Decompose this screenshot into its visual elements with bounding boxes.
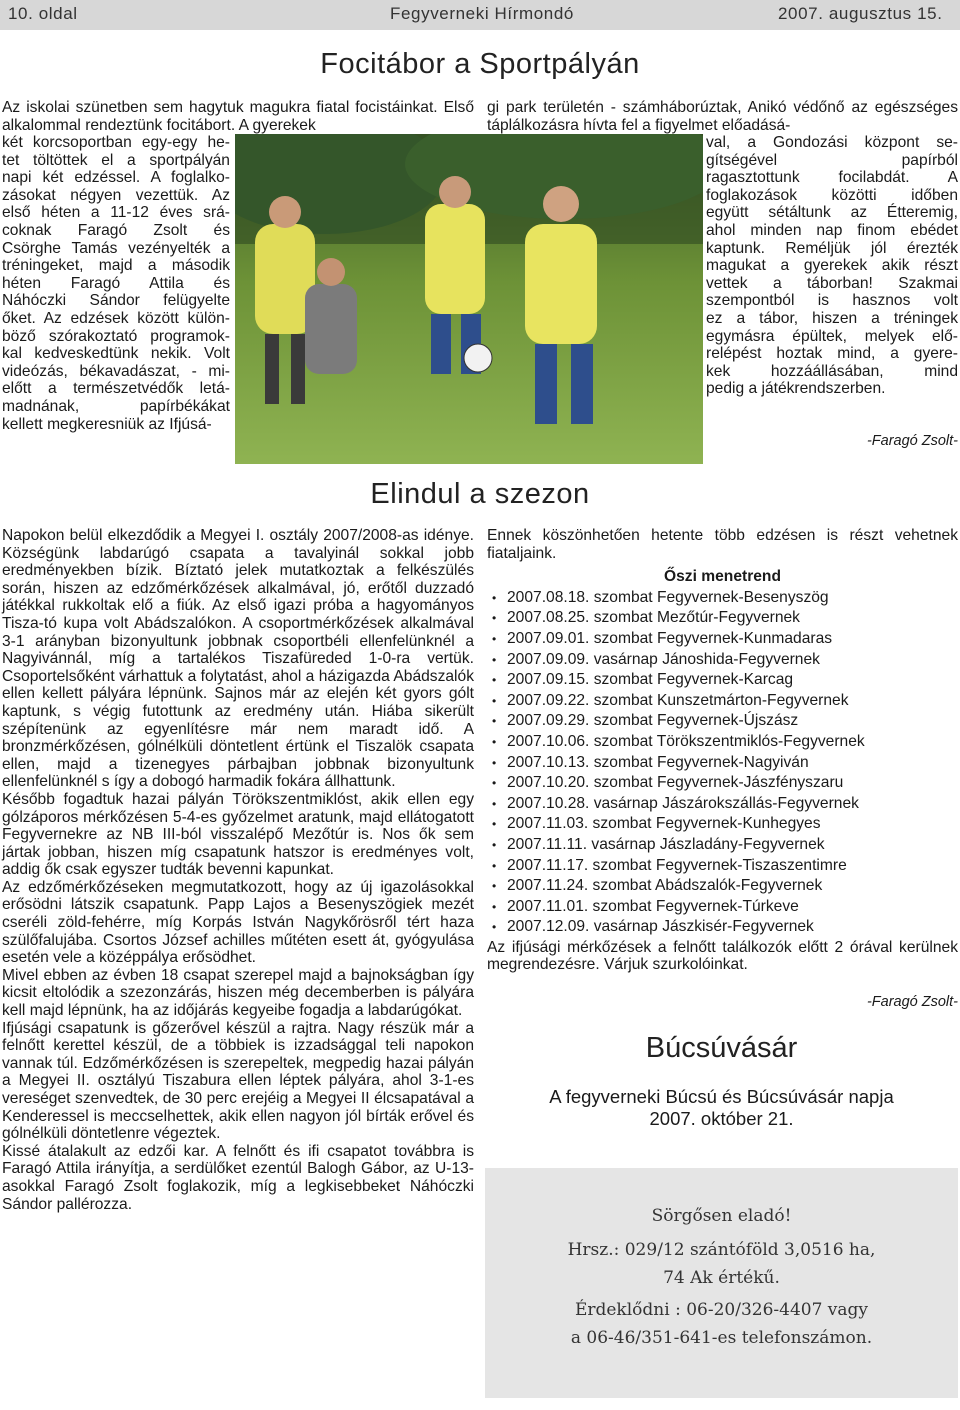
schedule-note: Az ifjúsági mérkőzések a felnőtt találkozók előtt 2 órával kerülnek megrendezésre. Várjuk szurkolóinkat.	[487, 938, 958, 974]
article2-paragraph: Napokon belül elkezdődik a Megyei I. osztály 2007/2008-as idénye. Községünk labdarúgó csapata a tavalyinál sokkal jobb eredményekben bízik. Bíztató jelek mutatkoztak a felkészülés során, hiszen az edzőmérkőzések alkalmával, jó, erőtől duzzadó játékkal rukkoltak elő a fiúk. Az első igazi próba a hagyományos Tisza-tó kupa volt Abádszalókon. A csoportmérkőzések alkalmával 3-1 arányban bizonyultunk jobbnak csoportbéli ellenfelünknél a Nagyivánnál, míg a tartalékos Tiszafüreded 1-0-ra vertük. Csoportelsőként várhattuk a folytatást, ahol a házigazda Abádszalók ellen kellett pályára lépnünk. Sajnos már az elején két gyors gólt kaptunk, s végig futottunk az eredmény után. Hiába sikerült szépítenünk az egyenlítésre már nem maradt idő. A bronzmérkőzésen, gólnélküli döntetlent értünk el Tiszalök csapata ellen, majd a tizenegyes párbajban jobbnak bizonyultunk ellenfelünknél s így a dobogó harmadik fokára állhattunk.	[2, 527, 474, 791]
article1-column-left	[2, 99, 474, 134]
bucsuvasar-title: Búcsúvásár	[645, 1032, 798, 1064]
schedule-title: Őszi menetrend	[664, 568, 781, 586]
article1-signature: -Faragó Zsolt-	[866, 433, 958, 449]
football-ball	[464, 344, 492, 372]
article1-left-line: napi két edzéssel. A foglalko-	[2, 169, 230, 187]
article1-left-line: tréningeket, majd a második	[2, 257, 230, 275]
article1-right-line: ragasztottunk focilabdát. A	[706, 169, 958, 187]
article1-right-line: relépést hoztak mind, a gyere-	[706, 345, 958, 363]
article-title-szezon: Elindul a szezon	[370, 478, 590, 510]
bucsuvasar-line1: A fegyverneki Búcsú és Búcsúvásár napja	[549, 1086, 894, 1107]
article1-left-line: böző szórakoztató programok-	[2, 327, 230, 345]
article1-left-line: zásokat négyen vezettük. Az	[2, 186, 230, 204]
article2-paragraph: Az edzőmérkőzéseken megmutatkozott, hogy az új igazolásokkal erősödni látszik csapatunk. Papp Lajos a Besenyszögiek mezét cseréli zöld-fehérre, míg Korpás István Nagykőrösről tért haza szülőfalujába. Csortos József achilles műtéten esett át, gyógyulása esetén vele a középpálya erősödhet.	[2, 878, 474, 967]
ad-headline: Sörgősen eladó!	[651, 1206, 792, 1226]
article1-wrapped-text-left	[2, 134, 230, 433]
schedule-item: • 2007.09.22. szombat Kunszetmárton-Fegyvernek	[487, 691, 958, 712]
article1-left-line: tet töltöttek el a sportpályán	[2, 151, 230, 169]
page-header	[0, 0, 960, 30]
article1-left-line: madnának, papírbékákat	[2, 397, 230, 415]
article1-left-line: kellett megkeresniük az Ifjúsá-	[2, 415, 212, 433]
article1-right-line: ez a tábor, hiszen a tréningek	[706, 309, 958, 327]
article1-lead: Az iskolai szünetben sem hagytuk magukra fiatal focistáinkat. Első alkalommal rendeztünk focitábort. A gyerekek	[2, 99, 474, 134]
article2-column-left	[2, 527, 474, 1213]
article2-right-intro: Ennek köszönhetően hetente több edzésen is részt vehetnek fiataljaink.	[487, 527, 958, 562]
article1-right-line: val, a Gondozási központ se-	[706, 134, 958, 151]
ad-line-5: a 06-46/351-641-es telefonszámon.	[570, 1328, 873, 1348]
photo-illustration	[235, 134, 703, 464]
article1-left-line: héten Faragó Attila és	[2, 274, 230, 292]
article1-right-line: vettek a táborban! Szakmai	[706, 274, 958, 292]
article1-right-line: foglakozások közötti időben	[706, 186, 958, 204]
article1-right-line: egymásra épültek, melyek elő-	[706, 327, 958, 345]
schedule-item: • 2007.10.20. szombat Fegyvernek-Jászfényszaru	[487, 773, 958, 794]
article1-left-line: coknak Faragó Zsolt és	[2, 221, 230, 239]
article1-right-line: együtt sétáltunk az Étteremig,	[706, 204, 958, 222]
article1-right-line: gítségével papírból	[706, 151, 958, 169]
schedule-item: • 2007.08.18. szombat Fegyvernek-Besenyszög	[487, 588, 958, 609]
schedule-item: • 2007.08.25. szombat Mezőtúr-Fegyvernek	[487, 608, 958, 629]
article1-right-line: pedig a játékrendszerben.	[706, 380, 886, 398]
article-title-focitabor: Focitábor a Sportpályán	[320, 48, 640, 80]
article1-left-line: két korcsoportban egy-egy he-	[2, 134, 230, 151]
article1-left-line: Náhóczki Sándor felügyelte	[2, 292, 230, 310]
classified-ad	[485, 1168, 958, 1398]
football-camp-photo	[235, 134, 703, 464]
article2-column-right	[487, 527, 958, 974]
article1-left-line: videózás, békavadászat, - mi-	[2, 362, 230, 380]
schedule-item: • 2007.10.28. vasárnap Jászárokszállás-Fegyvernek	[487, 794, 958, 815]
page-number: 10. oldal	[8, 4, 78, 23]
schedule-item: • 2007.09.09. vasárnap Jánoshida-Fegyvernek	[487, 650, 958, 671]
article1-wrapped-text-right	[706, 134, 958, 398]
article1-right-line: kek hozzáállásában, mind	[706, 362, 958, 380]
schedule-list	[487, 588, 958, 938]
article1-left-line: Csörghe Tamás vezényelték a	[2, 239, 230, 257]
article1-left-line: kal kedveskedtünk nekik. Volt	[2, 345, 230, 363]
article1-right-top: gi park területén - számháborúztak, Anikó védőnő az egészséges táplálkozásra hívta fel a figyelmet előadásá-	[487, 99, 958, 134]
issue-date: 2007. augusztus 15.	[778, 4, 943, 23]
schedule-item: • 2007.12.09. vasárnap Jászkisér-Fegyvernek	[487, 917, 958, 938]
ad-line-4: Érdeklődni : 06-20/326-4407 vagy	[574, 1300, 869, 1320]
article1-right-line: magukat a gyerekek akik részt	[706, 257, 958, 275]
article1-left-line: előtt a természetvédők letá-	[2, 380, 230, 398]
schedule-item: • 2007.11.24. szombat Abádszalók-Fegyvernek	[487, 876, 958, 897]
article1-left-line: őket. Az edzések között külön-	[2, 309, 230, 327]
schedule-item: • 2007.11.17. szombat Fegyvernek-Tiszaszentimre	[487, 856, 958, 877]
article1-right-line: kaptunk. Reméljük jól érezték	[706, 239, 958, 257]
schedule-item: • 2007.11.11. vasárnap Jászladány-Fegyvernek	[487, 835, 958, 856]
article2-paragraph: Kissé átalakult az edzői kar. A felnőtt és ifi csapatot továbbra is Faragó Attila irányítja, a serdülőket ezentúl Balogh Gábor, az U-13- asokkal Faragó Zsolt foglakozik, míg a legkisebbeket Náhóczki Sándor pallérozza.	[2, 1142, 474, 1213]
ad-line-3: 74 Ak értékű.	[663, 1268, 780, 1288]
schedule-item: • 2007.09.29. szombat Fegyvernek-Újszász	[487, 711, 958, 732]
article2-paragraph: Ifjúsági csapatunk is gőzerővel készül a rajtra. Nagy részük már a felnőtt kerettel készül, de a többiek is izzadsággal teli napokon vannak túl. Edzőmérkőzésen is szerepeltek, megpedig hazai pályán a Megyei II. osztályú Tiszabura ellen léptek pályára, ahol 3-1-es vereséget szenvedtek, de 30 perc erejéig a Megyei II élcsapatával a Kenderessel is meccselhettek, akik ellen nagyon jól bírták erővel és gólnélküli döntetlenre végeztek.	[2, 1019, 474, 1143]
bucsuvasar-line2: 2007. október 21.	[649, 1108, 794, 1129]
article2-paragraph: Később fogadtuk hazai pályán Törökszentmiklóst, akik ellen egy gólzáporos mérkőzésen 5-4-es győzelmet aratunk, majd ellátogatott Fegyvernekre az NB III-ból visszalépő Mezőtúr is. Nos ők sem jártak jobban, hiszen míg csapatunk hatszor is eredményes volt, addig ők csak egyszer tudták bevenni kapunkat.	[2, 790, 474, 879]
schedule-item: • 2007.11.03. szombat Fegyvernek-Kunhegyes	[487, 814, 958, 835]
schedule-item: • 2007.09.01. szombat Fegyvernek-Kunmadaras	[487, 629, 958, 650]
article1-right-line: szempontból is hasznos volt	[706, 292, 958, 310]
article1-column-right	[487, 99, 958, 134]
article2-paragraph: Mivel ebben az évben 18 csapat szerepel majd a bajnokságban így kicsit eltolódik a szezonzárás, hiszen még decemberben is pályára kell majd lépnünk, ha az időjárás kegyeibe fogadja a labdarúgókat.	[2, 966, 474, 1020]
newspaper-name: Fegyverneki Hírmondó	[390, 4, 574, 23]
schedule-item: • 2007.09.15. szombat Fegyvernek-Karcag	[487, 670, 958, 691]
schedule-item: • 2007.10.13. szombat Fegyvernek-Nagyiván	[487, 753, 958, 774]
ad-line-2: Hrsz.: 029/12 szántóföld 3,0516 ha,	[567, 1240, 876, 1260]
schedule-item: • 2007.11.01. szombat Fegyvernek-Túrkeve	[487, 897, 958, 918]
schedule-item: • 2007.10.06. szombat Törökszentmiklós-Fegyvernek	[487, 732, 958, 753]
article1-left-line: első héten a 11-12 éves srá-	[2, 204, 230, 222]
article2-signature: -Faragó Zsolt-	[866, 994, 958, 1010]
article1-right-line: ahol minden nap finom ebédet	[706, 221, 958, 239]
